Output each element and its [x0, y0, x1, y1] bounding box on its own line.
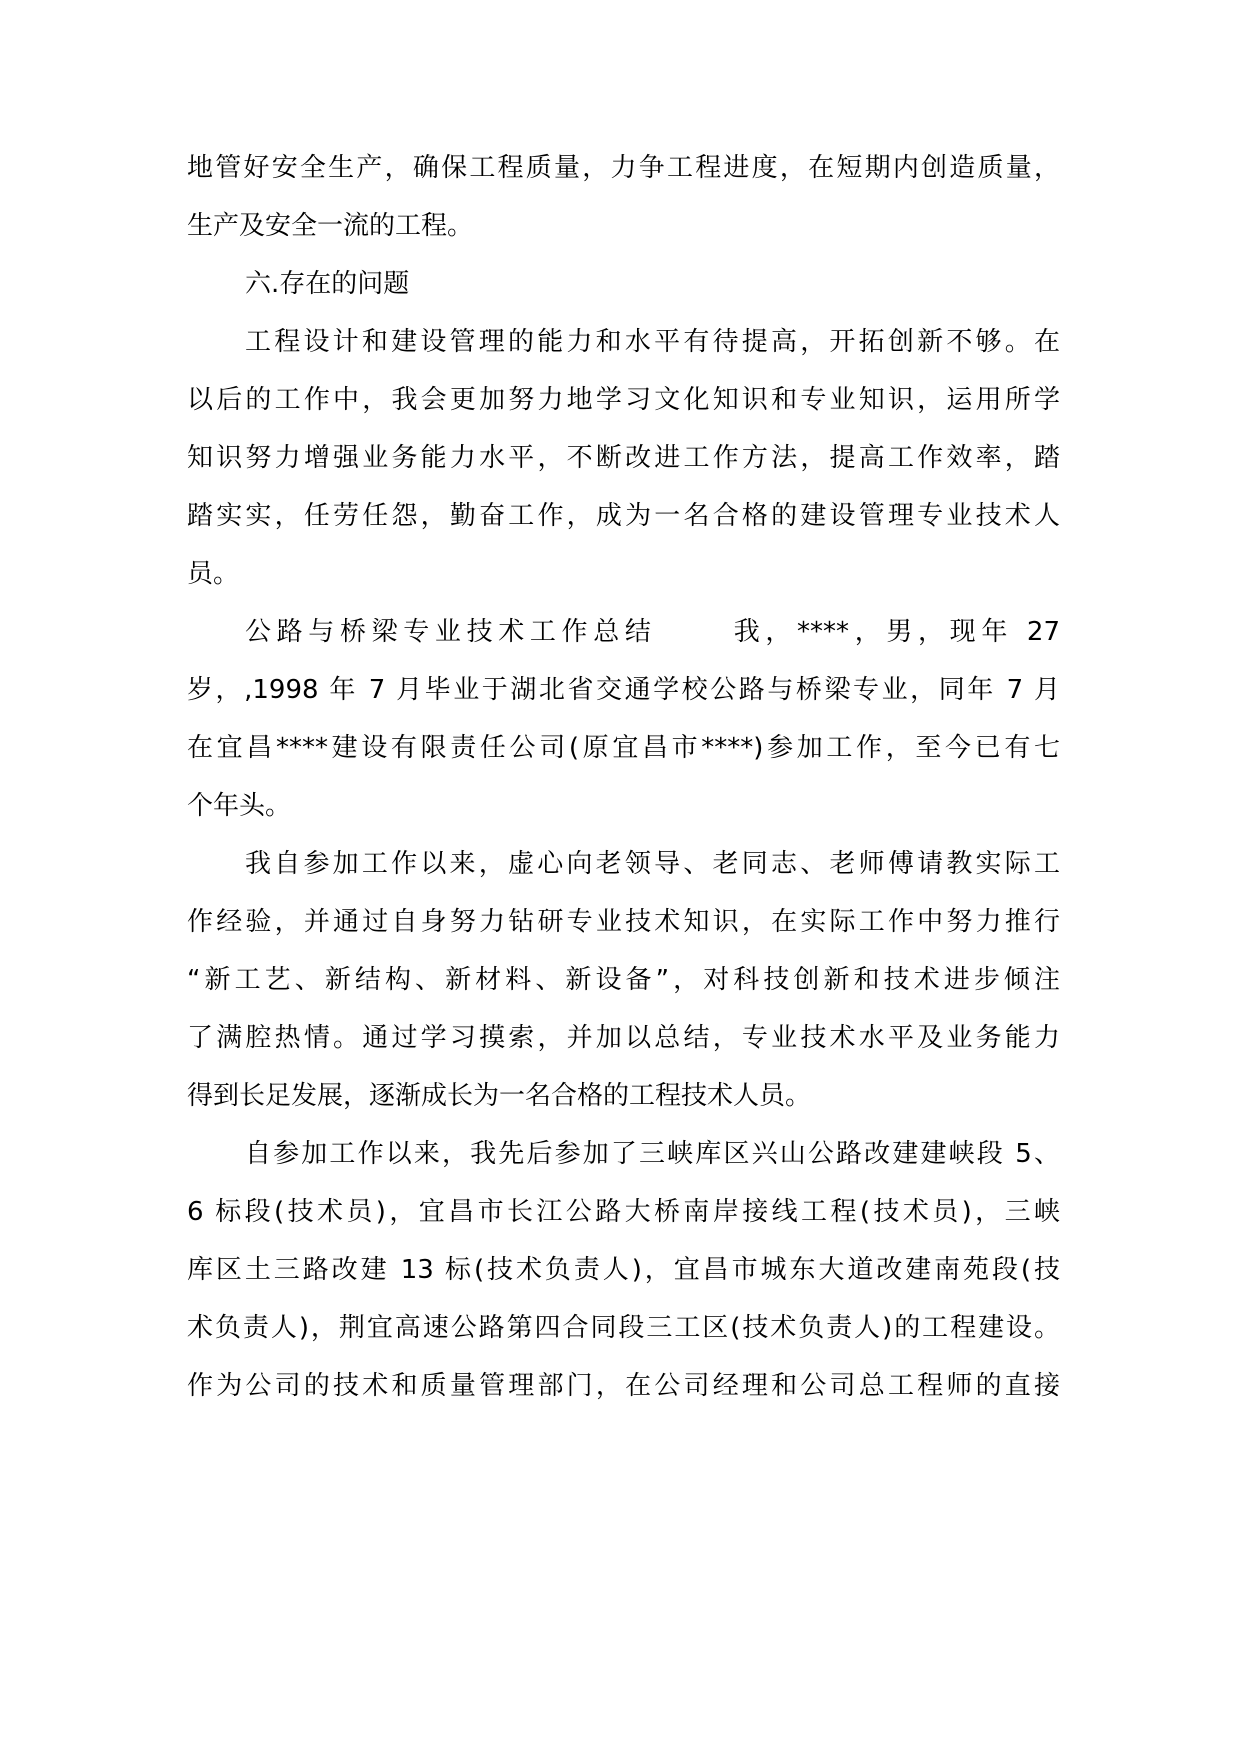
text-line: 术负责人)，荆宜高速公路第四合同段三工区(技术负责人)的工程建设。	[187, 1313, 1060, 1343]
text-line: 踏实实，任劳任怨，勤奋工作，成为一名合格的建设管理专业技术人	[187, 501, 1060, 531]
text-line: 个年头。	[187, 791, 292, 821]
text-line: 得到长足发展，逐渐成长为一名合格的工程技术人员。	[187, 1081, 812, 1111]
text-line: 库区土三路改建 13 标(技术负责人)，宜昌市城东大道改建南苑段(技	[187, 1255, 1060, 1285]
text-line: 了满腔热情。通过学习摸索，并加以总结，专业技术水平及业务能力	[187, 1023, 1060, 1053]
section-heading: 六.存在的问题	[245, 269, 410, 299]
text-line: 工程设计和建设管理的能力和水平有待提高，开拓创新不够。在	[245, 327, 1060, 357]
text-line: 自参加工作以来，我先后参加了三峡库区兴山公路改建建峡段 5、	[245, 1139, 1060, 1169]
text-line: 作为公司的技术和质量管理部门，在公司经理和公司总工程师的直接	[187, 1371, 1060, 1401]
text-line: 员。	[187, 559, 240, 589]
text-line: 作经验，并通过自身努力钻研专业技术知识，在实际工作中努力推行	[187, 907, 1060, 937]
text-line: 在宜昌****建设有限责任公司(原宜昌市****)参加工作，至今已有七	[187, 733, 1060, 763]
text-line: 公路与桥梁专业技术工作总结 我，****，男，现年 27	[245, 617, 1060, 647]
text-line: 生产及安全一流的工程。	[187, 211, 474, 241]
text-line: 知识努力增强业务能力水平，不断改进工作方法，提高工作效率，踏	[187, 443, 1060, 473]
text-line: 地管好安全生产，确保工程质量，力争工程进度，在短期内创造质量，	[187, 153, 1060, 183]
text-line: “新工艺、新结构、新材料、新设备”，对科技创新和技术进步倾注	[187, 965, 1060, 995]
text-line: 我自参加工作以来，虚心向老领导、老同志、老师傅请教实际工	[245, 849, 1060, 879]
text-line: 以后的工作中，我会更加努力地学习文化知识和专业知识，运用所学	[187, 385, 1060, 415]
text-line: 岁，,1998 年 7 月毕业于湖北省交通学校公路与桥梁专业，同年 7 月	[187, 675, 1060, 705]
text-line: 6 标段(技术员)，宜昌市长江公路大桥南岸接线工程(技术员)，三峡	[187, 1197, 1060, 1227]
